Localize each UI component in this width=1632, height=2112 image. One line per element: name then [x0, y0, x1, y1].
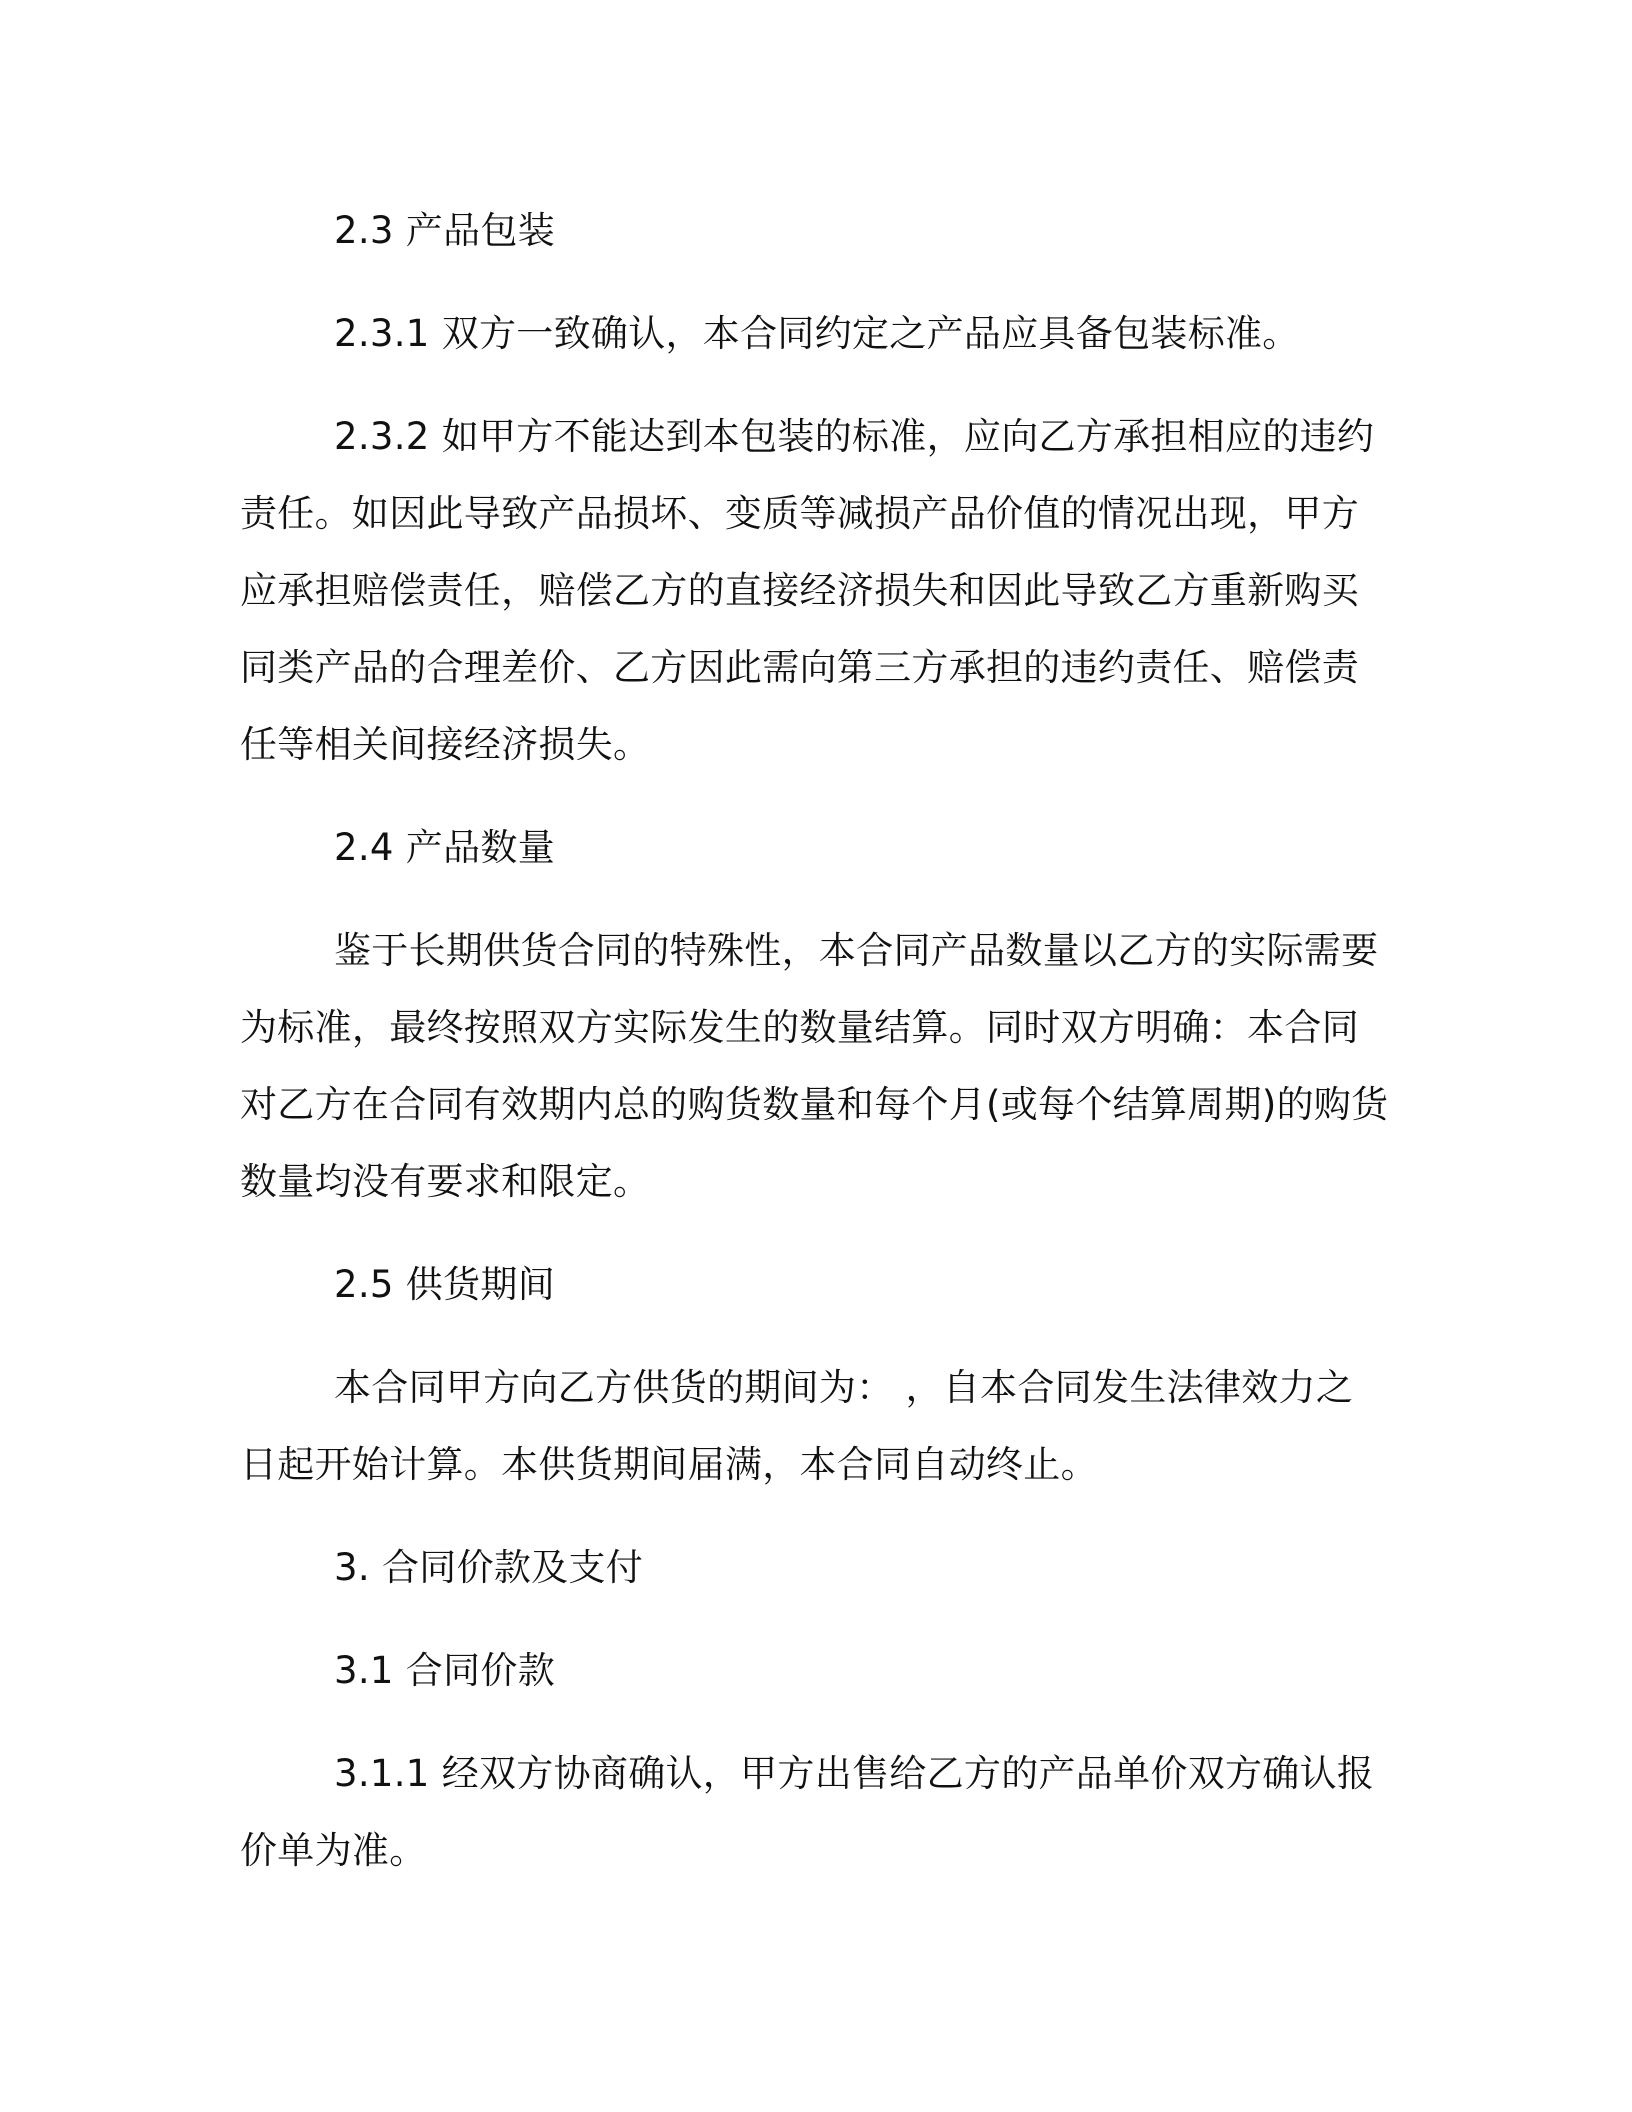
section-heading-2-4: 2.4 产品数量	[334, 826, 556, 869]
document-body	[240, 192, 1390, 1889]
clause-2-5-text: 本合同甲方向乙方供货的期间为： ，自本合同发生法律效力之日起开始计算。本供货期间届满，本合同自动终止。	[240, 1366, 1354, 1486]
section-heading-2-5: 2.5 供货期间	[334, 1263, 556, 1306]
clause-2-4-text: 鉴于长期供货合同的特殊性，本合同产品数量以乙方的实际需要为标准，最终按照双方实际发生的数量结算。同时双方明确：本合同对乙方在合同有效期内总的购货数量和每个月(或每个结算周期)的购货数量均没有要求和限定。	[240, 929, 1389, 1203]
clause-2-3-1: 2.3.1 双方一致确认，本合同约定之产品应具备包装标准。	[334, 312, 1300, 355]
section-heading-3-1: 3.1 合同价款	[334, 1649, 556, 1692]
section-heading-3: 3. 合同价款及支付	[334, 1546, 644, 1589]
section-heading-2-3: 2.3 产品包装	[334, 209, 556, 252]
clause-3-1-1: 3.1.1 经双方协商确认，甲方出售给乙方的产品单价双方确认报价单为准。	[240, 1752, 1375, 1872]
clause-2-3-2: 2.3.2 如甲方不能达到本包装的标准，应向乙方承担相应的违约责任。如因此导致产品损坏、变质等减损产品价值的情况出现，甲方应承担赔偿责任，赔偿乙方的直接经济损失和因此导致乙方重新购买同类产品的合理差价、乙方因此需向第三方承担的违约责任、赔偿责任等相关间接经济损失。	[240, 415, 1375, 766]
